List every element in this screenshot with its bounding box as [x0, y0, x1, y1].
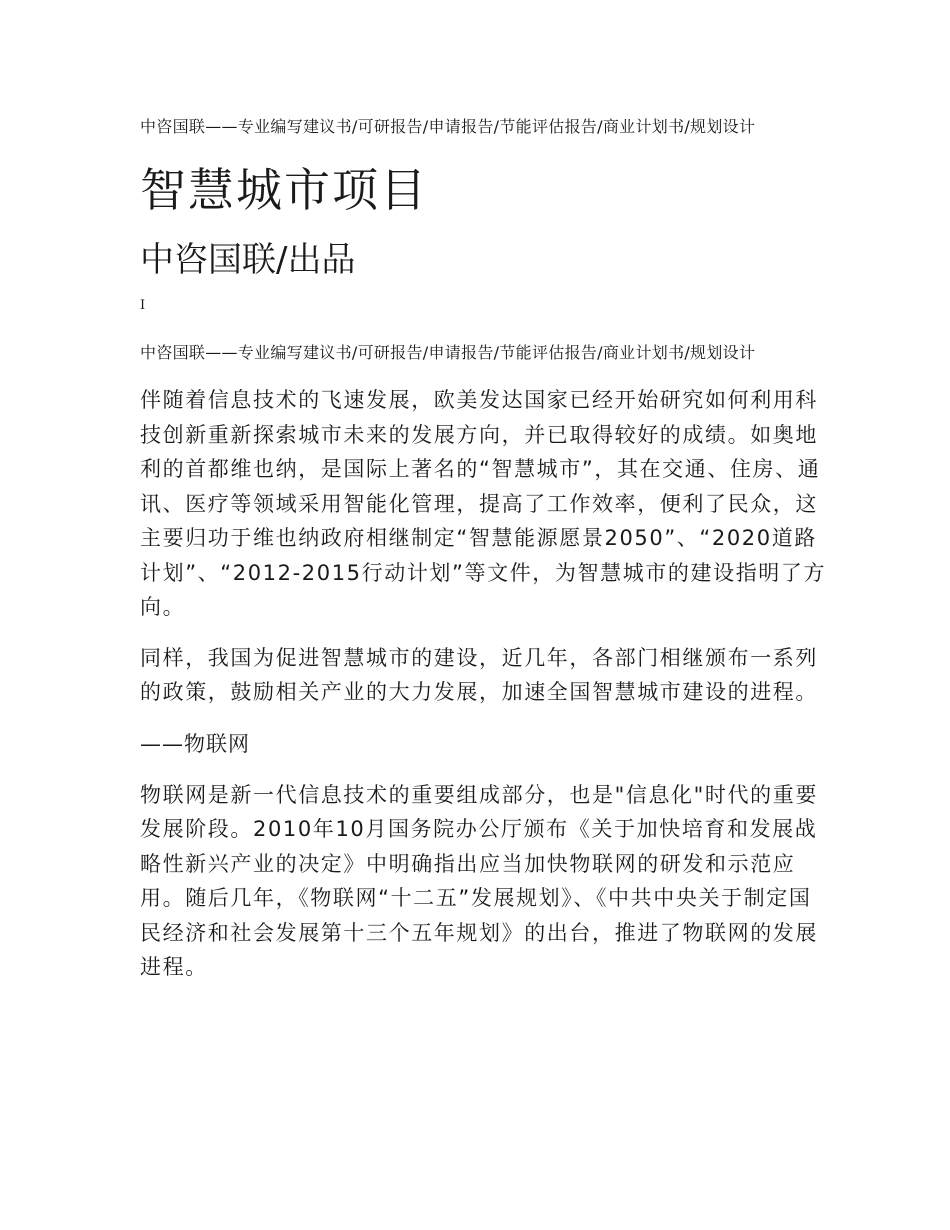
paragraph-iot: 物联网是新一代信息技术的重要组成部分，也是"信息化"时代的重要发展阶段。2010年10月国务院办公厅颁布《关于加快培育和发展战略性新兴产业的决定》中明确指出应当加快物联网的研发和示范应用。随后几年，《物联网“十二五”发展规划》、《中共中央关于制定国民经济和社会发展第十三个五年规划》的出台，推进了物联网的发展进程。 [140, 782, 818, 979]
section-heading-iot: ——物联网 [140, 731, 250, 756]
document-title: 智慧城市项目 [140, 163, 428, 217]
page-number: I [140, 298, 146, 313]
document-subtitle: 中咨国联/出品 [140, 240, 356, 280]
document-page [140, 112, 830, 985]
paragraph-smart-city-intro: 伴随着信息技术的飞速发展，欧美发达国家已经开始研究如何利用科技创新重新探索城市未来的发展方向，并已取得较好的成绩。如奥地利的首都维也纳，是国际上著名的“智慧城市”，其在交通、住房、通讯、医疗等领域采用智能化管理，提高了工作效率，便利了民众，这主要归功于维也纳政府相继制定“智慧能源愿景2050”、“2020道路计划”、“2012-2015行动计划”等文件，为智慧城市的建设指明了方向。 [140, 388, 827, 619]
header-tagline-repeat: 中咨国联——专业编写建议书/可研报告/申请报告/节能评估报告/商业计划书/规划设计 [140, 343, 756, 362]
header-tagline: 中咨国联——专业编写建议书/可研报告/申请报告/节能评估报告/商业计划书/规划设计 [140, 117, 756, 136]
paragraph-china-policy: 同样，我国为促进智慧城市的建设，近几年，各部门相继颁布一系列的政策，鼓励相关产业的大力发展，加速全国智慧城市建设的进程。 [140, 645, 818, 704]
